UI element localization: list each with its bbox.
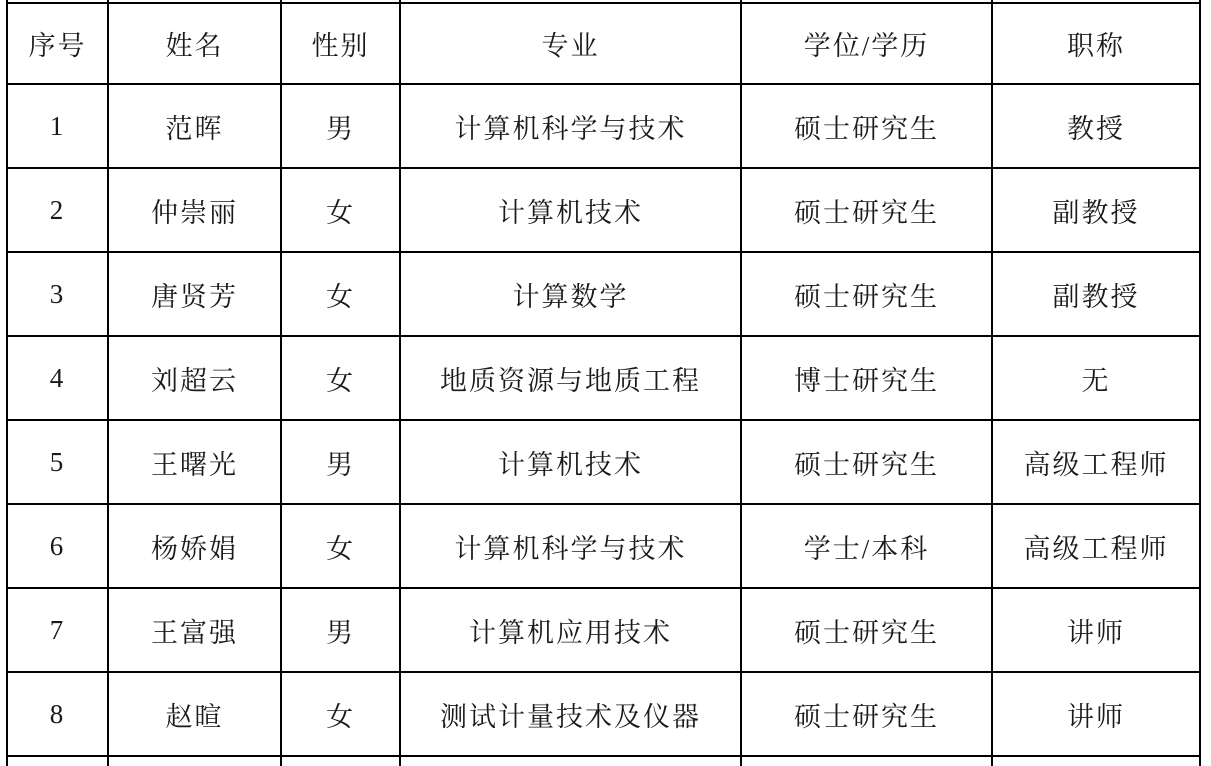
cell-major: 计算机技术 bbox=[400, 420, 741, 504]
header-gender: 性别 bbox=[281, 3, 400, 84]
cell-index: 1 bbox=[7, 84, 108, 168]
cell-index: 8 bbox=[7, 672, 108, 756]
clipped-cell bbox=[108, 756, 281, 766]
header-degree: 学位/学历 bbox=[741, 3, 992, 84]
cell-index: 2 bbox=[7, 168, 108, 252]
cell-name: 唐贤芳 bbox=[108, 252, 281, 336]
cell-title: 讲师 bbox=[992, 588, 1200, 672]
cell-major: 计算数学 bbox=[400, 252, 741, 336]
cell-gender: 女 bbox=[281, 252, 400, 336]
cell-title: 高级工程师 bbox=[992, 504, 1200, 588]
clipped-cell bbox=[992, 756, 1200, 766]
table-row bbox=[7, 672, 1200, 756]
clipped-cell bbox=[281, 756, 400, 766]
table-row bbox=[7, 168, 1200, 252]
cell-name: 王富强 bbox=[108, 588, 281, 672]
cell-degree: 硕士研究生 bbox=[741, 84, 992, 168]
faculty-table bbox=[6, 0, 1201, 766]
cell-degree: 硕士研究生 bbox=[741, 252, 992, 336]
cell-degree: 硕士研究生 bbox=[741, 168, 992, 252]
cell-gender: 女 bbox=[281, 168, 400, 252]
cell-name: 王曙光 bbox=[108, 420, 281, 504]
header-title: 职称 bbox=[992, 3, 1200, 84]
cell-major: 计算机应用技术 bbox=[400, 588, 741, 672]
cell-gender: 女 bbox=[281, 504, 400, 588]
cell-title: 副教授 bbox=[992, 252, 1200, 336]
cell-index: 3 bbox=[7, 252, 108, 336]
cell-name: 赵暄 bbox=[108, 672, 281, 756]
cell-degree: 硕士研究生 bbox=[741, 672, 992, 756]
clipped-cell bbox=[741, 756, 992, 766]
cell-name: 仲崇丽 bbox=[108, 168, 281, 252]
table-row bbox=[7, 420, 1200, 504]
cell-index: 7 bbox=[7, 588, 108, 672]
table-row bbox=[7, 84, 1200, 168]
cell-major: 测试计量技术及仪器 bbox=[400, 672, 741, 756]
cell-major: 计算机科学与技术 bbox=[400, 84, 741, 168]
cell-title: 高级工程师 bbox=[992, 420, 1200, 504]
cell-gender: 女 bbox=[281, 336, 400, 420]
header-major: 专业 bbox=[400, 3, 741, 84]
cell-gender: 男 bbox=[281, 420, 400, 504]
cell-title: 讲师 bbox=[992, 672, 1200, 756]
cell-index: 4 bbox=[7, 336, 108, 420]
table-row bbox=[7, 504, 1200, 588]
cell-gender: 男 bbox=[281, 84, 400, 168]
cell-name: 杨娇娟 bbox=[108, 504, 281, 588]
cell-index: 6 bbox=[7, 504, 108, 588]
cell-name: 刘超云 bbox=[108, 336, 281, 420]
header-name: 姓名 bbox=[108, 3, 281, 84]
header-index: 序号 bbox=[7, 3, 108, 84]
cell-major: 计算机技术 bbox=[400, 168, 741, 252]
cell-degree: 学士/本科 bbox=[741, 504, 992, 588]
cell-degree: 硕士研究生 bbox=[741, 420, 992, 504]
clipped-cell bbox=[400, 756, 741, 766]
table-row bbox=[7, 588, 1200, 672]
clipped-cell bbox=[7, 756, 108, 766]
cell-major: 地质资源与地质工程 bbox=[400, 336, 741, 420]
table-row bbox=[7, 252, 1200, 336]
cell-title: 教授 bbox=[992, 84, 1200, 168]
cell-gender: 女 bbox=[281, 672, 400, 756]
cell-gender: 男 bbox=[281, 588, 400, 672]
table-header-row bbox=[7, 3, 1200, 84]
cell-name: 范晖 bbox=[108, 84, 281, 168]
cell-degree: 硕士研究生 bbox=[741, 588, 992, 672]
cell-title: 副教授 bbox=[992, 168, 1200, 252]
cell-title: 无 bbox=[992, 336, 1200, 420]
cell-index: 5 bbox=[7, 420, 108, 504]
cell-major: 计算机科学与技术 bbox=[400, 504, 741, 588]
clipped-row-bottom bbox=[7, 756, 1200, 766]
cell-degree: 博士研究生 bbox=[741, 336, 992, 420]
table-row bbox=[7, 336, 1200, 420]
